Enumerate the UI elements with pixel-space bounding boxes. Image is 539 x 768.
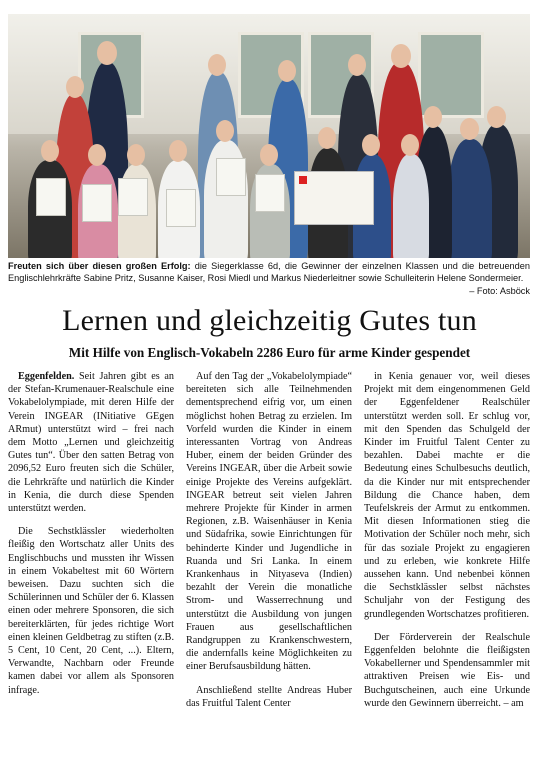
- paragraph: in Kenia genauer vor, weil dieses Projekt mit dem eingenommenen Geld der Eggenfeldener Realschüler unterstützt werden soll. Er schlug vor, mit den Spenden das Schulgeld der Kinder im Fruitful Talent Center zu bezahlen. Dabei machte er die Bedeutung eines Schulbesuchs deutlich, da die Kinder nur mit entsprechender Bildung die Chance haben, dem Teufelskreis der Armut zu entkommen. Mit diesen Informationen stieg die Motivation der Schüler noch mehr, sich für das soziale Projekt zu engagieren und zu erleben, wie konkrete Hilfe aussehen kann. Und nebenbei können die Sechstklässler selbst nächstes Schuljahr von der Festigung des grundlegenden Wortschatzes profitieren.: [364, 371, 530, 620]
- group-photo: [8, 14, 530, 258]
- paragraph-text: Seit Jahren gibt es an der Stefan-Krumenauer-Realschule eine Vokabelolympiade, mit deren Hilfe der Verein INGEAR (INitiative GEgen ARmut) unterstützt wird – frei nach dem Motto „Lernen und gleichzeitig Gutes tun“. Über den satten Betrag von 2096,52 Euro freuten sich die Schüler, die Lehrkräfte und natürlich die Kinder in Kenia, die durch diese Spenden unterstützt werden.: [8, 371, 174, 515]
- headline: Lernen und gleichzeitig Gutes tun: [62, 304, 477, 337]
- donation-check: [294, 171, 374, 225]
- dateline: Eggenfelden.: [18, 371, 75, 382]
- article-column-1: [8, 370, 174, 697]
- photo-credit: – Foto: Asböck: [469, 285, 530, 296]
- paragraph: Auf den Tag der „Vokabelolympiade“ bereiteten sich alle Teilnehmenden dementsprechend eifrig vor, um einen möglichst hohen Betrag zu erzielen. Im Vorfeld wurden die Kinder in einem interessanten Vortrag von Andreas Huber, einem der beiden Gründer des Vereins INGEAR, über die Arbeit sowie einige Projekte des Vereins aufgeklärt. INGEAR betreut seit vielen Jahren mehrere Projekte für Kinder in armen Regionen, z.B. Waisenhäuser in Kenia und Südafrika, sowie Einrichtungen für behinderte Kinder und Jugendliche in Ruanda und Sri Lanka. In einem Krankenhaus in Nityaseva (Indien) bezahlt der Verein die monatliche Strom- und Wasserrechnung und unterstützt die Ausbildung von jungen Frauen aus gesellschaftlichen Randgruppen zu Krankenschwestern, die andernfalls keine Möglichkeiten zu einer Berufsausbildung hätten.: [186, 371, 352, 673]
- photo-caption: [8, 260, 530, 296]
- article-column-2: [186, 370, 352, 710]
- article-column-3: [364, 370, 530, 710]
- subheadline: Mit Hilfe von Englisch-Vokabeln 2286 Euro für arme Kinder gespendet: [68, 345, 471, 360]
- paragraph: [8, 370, 174, 515]
- caption-lead: Freuten sich über diesen großen Erfolg:: [8, 261, 191, 271]
- paragraph: Anschließend stellte Andreas Huber das Fruitful Talent Center: [186, 684, 352, 709]
- caption-text: die Siegerklasse 6d, die Gewinner der einzelnen Klassen und die betreuenden Englischlehrkräfte Sabine Pritz, Susanne Kaiser, Rosi Miedl und Markus Niederleitner sowie Schulleiterin Helene Sondermeier.: [8, 261, 530, 284]
- paragraph: Der Förderverein der Realschule Eggenfelden belohnte die fleißigsten Vokabellerner und Spendensammler mit attraktiven Preisen wie Eis- und Buchgutscheinen, auch eine Urkunde wurde den Gewinnern überreicht. – am: [364, 631, 530, 709]
- paragraph: Die Sechstklässler wiederholten fleißig den Wortschatz aller Units des Englischbuchs und mussten ihr Wissen in einem Vokabeltest mit 60 Wörtern beweisen. Dazu suchten sich die Schülerinnen und Schüler der 6. Klassen einen oder mehrere Sponsoren, die sich bereiterklärten, für jedes richtige Wort einen kleinen Geldbetrag zu stiften (z.B. 5 Cent, 10 Cent, 20 Cent, ...). Eltern, Verwandte, Nachbarn oder Freunde kamen dabei vor allem als Sponsoren infrage.: [8, 526, 174, 696]
